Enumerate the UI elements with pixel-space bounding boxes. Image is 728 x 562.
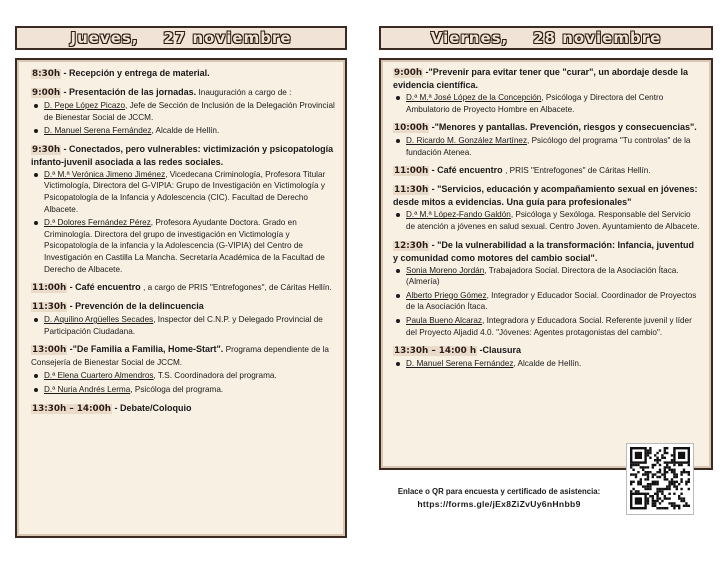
speaker-description: , Psicóloga y Directora del Centro Ambulatorio de Proyecto Hombre en Albacete. — [406, 93, 664, 114]
speaker-item — [31, 217, 335, 275]
speaker-name: D.ª M.ª Verónica Jimeno Jiménez — [44, 169, 166, 179]
speaker-name: D.ª Elena Cuartero Almendros — [44, 371, 154, 381]
speaker-name: D. Manuel Serena Fernández — [406, 359, 514, 369]
speaker-list — [393, 358, 701, 370]
speaker-description: , Jefe de Sección de Inclusión de la Delegación Provincial de Bienestar Social de JCCM. — [44, 101, 335, 122]
survey-link[interactable]: https://forms.gle/jEx8ZiZvUy6nHnbb9 — [417, 499, 581, 509]
session-title: -"Menores y pantallas. Prevención, riesgos y consecuencias". — [431, 122, 697, 133]
session-heading — [393, 164, 701, 177]
session-note: Programa dependiente de la Consejería de Bienestar Social de JCCM. — [31, 345, 329, 368]
date-label: 27 noviembre — [163, 29, 292, 47]
session-item — [31, 343, 335, 395]
speaker-name: D.ª M.ª José López de la Concepción — [406, 93, 542, 102]
session-item — [393, 239, 701, 339]
session-title: - Prevención de la delincuencia — [69, 301, 204, 312]
session-title: - Recepción y entrega de material. — [63, 68, 210, 78]
session-time: 11:00h — [394, 166, 429, 177]
speaker-name: D.ª Nuria Andrés Lerma — [44, 384, 131, 394]
program-panel-friday — [379, 58, 713, 470]
speaker-description: , Psicóloga del programa. — [130, 384, 224, 394]
session-heading — [31, 402, 335, 415]
session-note: , a cargo de PRIS "Entrefogones", de Cáritas Hellín. — [143, 283, 332, 293]
session-title: - Presentación de las jornadas. — [63, 87, 197, 97]
session-time: 13:00h — [32, 345, 67, 356]
session-heading — [31, 343, 335, 369]
speaker-description: , Alcalde de Hellín. — [151, 126, 220, 136]
session-heading — [393, 183, 701, 208]
day-label: Jueves, — [70, 29, 139, 47]
session-item — [31, 300, 335, 337]
session-item — [31, 402, 335, 415]
session-note: , PRIS "Entrefogones" de Cáritas Hellín. — [505, 166, 651, 176]
session-heading — [31, 281, 335, 294]
session-heading — [31, 300, 335, 313]
speaker-list — [31, 169, 335, 275]
survey-label: Enlace o QR para encuesta y certificado de asistencia: — [397, 487, 601, 496]
session-heading — [31, 67, 335, 80]
day-label: Viernes, — [430, 29, 509, 47]
speaker-item — [393, 92, 701, 115]
session-title: -"De Familia a Familia, Home-Start". — [69, 344, 224, 355]
speaker-list — [393, 209, 701, 232]
session-title: -"Prevenir para evitar tener que "curar", un abordaje desde la evidencia científica. — [393, 67, 688, 90]
speaker-item — [31, 125, 335, 137]
session-item — [393, 344, 701, 370]
speaker-item — [393, 209, 701, 232]
speaker-item — [31, 169, 335, 215]
speaker-name: Paula Bueno Alcaraz — [406, 315, 483, 325]
session-item — [31, 86, 335, 137]
session-item — [393, 164, 701, 177]
session-time: 8:30h — [32, 69, 61, 79]
session-heading — [31, 143, 335, 168]
session-time: 10:00h — [394, 123, 429, 134]
speaker-list — [393, 265, 701, 339]
speaker-name: D. Pepe López Picazo — [44, 101, 126, 110]
speaker-name: D.ª Dolores Fernández Pérez — [44, 218, 151, 228]
session-time: 13:30h – 14:00 h — [394, 346, 477, 357]
session-item — [393, 183, 701, 232]
speaker-item — [31, 384, 335, 396]
session-item — [31, 67, 335, 80]
speaker-item — [31, 314, 335, 337]
session-note: Inauguración a cargo de : — [198, 88, 292, 97]
speaker-item — [31, 100, 335, 123]
session-title: - Café encuentro — [69, 282, 141, 293]
session-heading — [393, 344, 701, 357]
date-label: 28 noviembre — [533, 29, 662, 47]
session-heading — [393, 121, 701, 134]
session-time: 11:00h — [32, 283, 67, 294]
speaker-description: , Inspector del C.N.P. y Delegado Provincial de Participación Ciudadana. — [44, 315, 323, 336]
speaker-item — [393, 315, 701, 338]
speaker-name: D. Ricardo M. González Martínez — [406, 136, 528, 146]
speaker-item — [393, 135, 701, 158]
speaker-list — [31, 100, 335, 137]
speaker-description: , Psicólogo del programa "Tu controlas" de la fundación Atenea. — [406, 136, 691, 157]
survey-link-box — [379, 478, 619, 522]
session-time: 11:30h — [394, 185, 429, 196]
session-title: - Debate/Coloquio — [114, 402, 192, 413]
session-item — [31, 281, 335, 294]
session-item — [393, 66, 701, 115]
session-time: 9:30h — [32, 144, 61, 155]
session-time: 9:00h — [32, 88, 61, 98]
speaker-description: , T.S. Coordinadora del programa. — [153, 371, 277, 381]
speaker-item — [393, 290, 701, 313]
session-title: - Conectados, pero vulnerables: victimización y psicopatología infanto-juvenil asociada a las redes sociales. — [31, 143, 334, 167]
session-heading — [393, 66, 701, 91]
session-title: - "De la vulnerabilidad a la transformación: Infancia, juventud y comunidad como motores del cambio social". — [393, 239, 694, 263]
session-item — [31, 143, 335, 275]
session-item — [393, 121, 701, 158]
speaker-description: , Integrador y Educador Social. Coordinador de Proyectos de la Asociación Ítaca. — [406, 290, 697, 312]
session-title: - "Servicios, educación y acompañamiento sexual en jóvenes: desde mitos a evidencias. Una guía para profesionales" — [393, 184, 698, 208]
session-time: 13:30h – 14:00h — [32, 403, 112, 414]
speaker-name: Alberto Priego Gómez — [406, 290, 487, 300]
speaker-list — [393, 92, 701, 115]
speaker-item — [393, 265, 701, 288]
session-time: 12:30h — [394, 240, 429, 251]
speaker-name: D. Aquilino Argüelles Secades — [44, 315, 154, 325]
speaker-description: , Trabajadora Social. Directora de la Asociación Ítaca. (Almería) — [406, 265, 679, 287]
session-time: 11:30h — [32, 302, 67, 313]
speaker-item — [393, 358, 701, 370]
speaker-description: , Integradora y Educadora Social. Referente juvenil y líder del Proyecto Aljadid 4.0. "Jóvenes: Agentes protagonistas del cambio". — [406, 315, 692, 337]
session-heading — [393, 239, 701, 264]
program-panel-thursday — [15, 58, 347, 538]
qr-code-icon[interactable] — [626, 443, 694, 515]
speaker-description: , Profesora Ayudante Doctora. Grado en Criminología. Directora del grupo de investigación en Victimología y Psicopatología de la infancia y la Adolescencia (G-VIPIA) del Centro de Investigación en Castilla La Mancha. Secretaría Académica de la Facultad de Derecho de Albacete. — [44, 218, 325, 274]
session-title: -Clausura — [479, 345, 522, 356]
speaker-description: , Vicedecana Criminología, Profesora Titular Victimología, Directora del G-VIPIA: Grupo de Investigación en Victimología y Psicopatología de la Infancia y Adolescencia (CIC). Facultad de Derecho Albacete. — [44, 169, 326, 214]
speaker-description: , Alcalde de Hellín. — [513, 359, 582, 369]
speaker-name: Sonia Moreno Jordán — [406, 265, 485, 275]
session-time: 9:00h — [394, 68, 423, 78]
day-header-friday — [379, 26, 713, 50]
speaker-list — [31, 370, 335, 395]
session-title: - Café encuentro — [431, 165, 503, 176]
speaker-name: D.ª M.ª López-Fando Galdón — [406, 210, 511, 220]
session-heading — [31, 86, 335, 99]
speaker-list — [393, 135, 701, 158]
day-header-thursday — [15, 26, 347, 50]
speaker-list — [31, 314, 335, 337]
speaker-item — [31, 370, 335, 382]
speaker-description: , Psicóloga y Sexóloga. Responsable del Servicio de atención a jóvenes en salud sexual. Centro Joven. Ayuntamiento de Albacete. — [406, 210, 700, 231]
speaker-name: D. Manuel Serena Fernández — [44, 126, 152, 136]
